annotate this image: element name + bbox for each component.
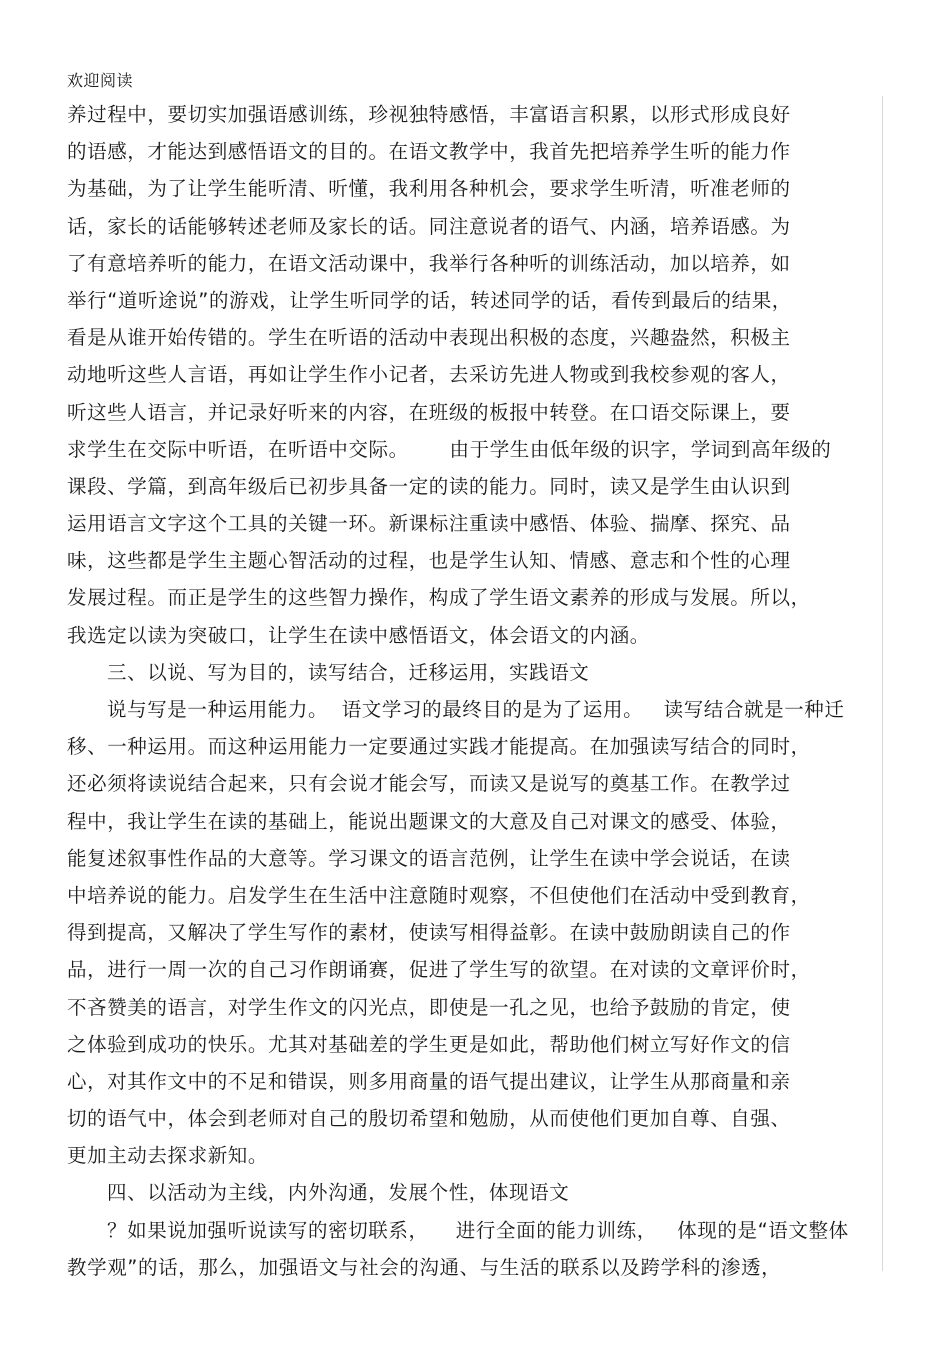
paragraph-activities xyxy=(67,1212,882,1286)
text-line: ？如果说加强听说读写的密切联系， 进行全面的能力训练， 体现的是“语文整体 xyxy=(107,1218,849,1242)
text-line: 的语感，才能达到感悟语文的目的。在语文教学中，我首先把培养学生听的能力作 xyxy=(67,140,791,164)
text-line: 听这些人语言，并记录好听来的内容，在班级的板报中转登。在口语交际课上，要 xyxy=(67,400,791,424)
section-heading-3 xyxy=(67,654,882,691)
text-line: 说与写是一种运用能力。 语文学习的最终目的是为了运用。 读写结合就是一种迁 xyxy=(107,698,845,721)
text-line: 之体验到成功的快乐。尤其对基础差的学生更是如此，帮助他们树立写好作文的信 xyxy=(67,1032,791,1056)
text-line: 更加主动去探求新知。 xyxy=(67,1144,269,1168)
text-line: 不吝赞美的语言，对学生作文的闪光点，即使是一孔之见，也给予鼓励的肯定，使 xyxy=(67,995,791,1019)
heading-text: 四、以活动为主线，内外沟通，发展个性，体现语文 xyxy=(107,1181,570,1205)
text-line: 我选定以读为突破口，让学生在读中感悟语文，体会语文的内涵。 xyxy=(67,623,650,647)
margin-rule xyxy=(882,96,883,1271)
text-line: 课段、学篇，到高年级后已初步具备一定的读的能力。同时，读又是学生由认识到 xyxy=(67,474,791,498)
heading-text: 三、以说、写为目的，读写结合，迁移运用，实践语文 xyxy=(107,660,590,684)
text-line: 看是从谁开始传错的。学生在听语的活动中表现出积极的态度，兴趣盎然，积极主 xyxy=(67,326,791,350)
text-line: 养过程中，要切实加强语感训练，珍视独特感悟，丰富语言积累，以形式形成良好 xyxy=(67,103,791,126)
text-line: 发展过程。而正是学生的这些智力操作，构成了学生语文素养的形成与发展。所以， xyxy=(67,586,811,610)
text-line: 得到提高，又解决了学生写作的素材，使读写相得益彰。在读中鼓励朗读自己的作 xyxy=(67,921,791,945)
text-line: 话，家长的话能够转述老师及家长的话。同注意说者的语气、内涵，培养语感。为 xyxy=(67,214,791,238)
document-body xyxy=(67,96,882,1286)
text-line: 动地听这些人言语，再如让学生作小记者，去采访先进人物或到我校参观的客人， xyxy=(67,363,791,387)
text-line: 切的语气中，体会到老师对自己的殷切希望和勉励，从而使他们更加自尊、自强、 xyxy=(67,1107,791,1131)
text-line: 了有意培养听的能力，在语文活动课中，我举行各种听的训练活动，加以培养，如 xyxy=(67,251,791,275)
text-line: 还必须将读说结合起来，只有会说才能会写，而读又是说写的奠基工作。在教学过 xyxy=(67,772,791,796)
page-header: 欢迎阅读 xyxy=(67,71,134,90)
section-heading-4 xyxy=(67,1174,882,1211)
text-line: 中培养说的能力。启发学生在生活中注意随时观察，不但使他们在活动中受到教育， xyxy=(67,883,811,907)
text-line: 为基础，为了让学生能听清、听懂，我利用各种机会，要求学生听清，听准老师的 xyxy=(67,177,791,201)
text-line: 移、一种运用。而这种运用能力一定要通过实践才能提高。在加强读写结合的同时， xyxy=(67,735,811,759)
paragraph-listening-reading xyxy=(67,96,882,654)
text-line: 求学生在交际中听语，在听语中交际。 由于学生由低年级的识字，学词到高年级的 xyxy=(67,437,832,461)
text-line: 品，进行一周一次的自己习作朗诵赛，促进了学生写的欲望。在对读的文章评价时， xyxy=(67,958,811,982)
text-line: 味，这些都是学生主题心智活动的过程，也是学生认知、情感、意志和个性的心理 xyxy=(67,549,791,573)
text-line: 心，对其作文中的不足和错误，则多用商量的语气提出建议，让学生从那商量和亲 xyxy=(67,1069,791,1093)
paragraph-speaking-writing xyxy=(67,691,882,1174)
text-line: 程中，我让学生在读的基础上，能说出题课文的大意及自己对课文的感受、体验， xyxy=(67,809,791,833)
text-line: 举行“道听途说”的游戏，让学生听同学的话，转述同学的话，看传到最后的结果， xyxy=(67,288,792,312)
text-line: 能复述叙事性作品的大意等。学习课文的语言范例，让学生在读中学会说话，在读 xyxy=(67,846,791,870)
text-line: 教学观”的话，那么，加强语文与社会的沟通、与生活的联系以及跨学科的渗透， xyxy=(67,1255,782,1279)
text-line: 运用语言文字这个工具的关键一环。新课标注重读中感悟、体验、揣摩、探究、品 xyxy=(67,512,791,536)
